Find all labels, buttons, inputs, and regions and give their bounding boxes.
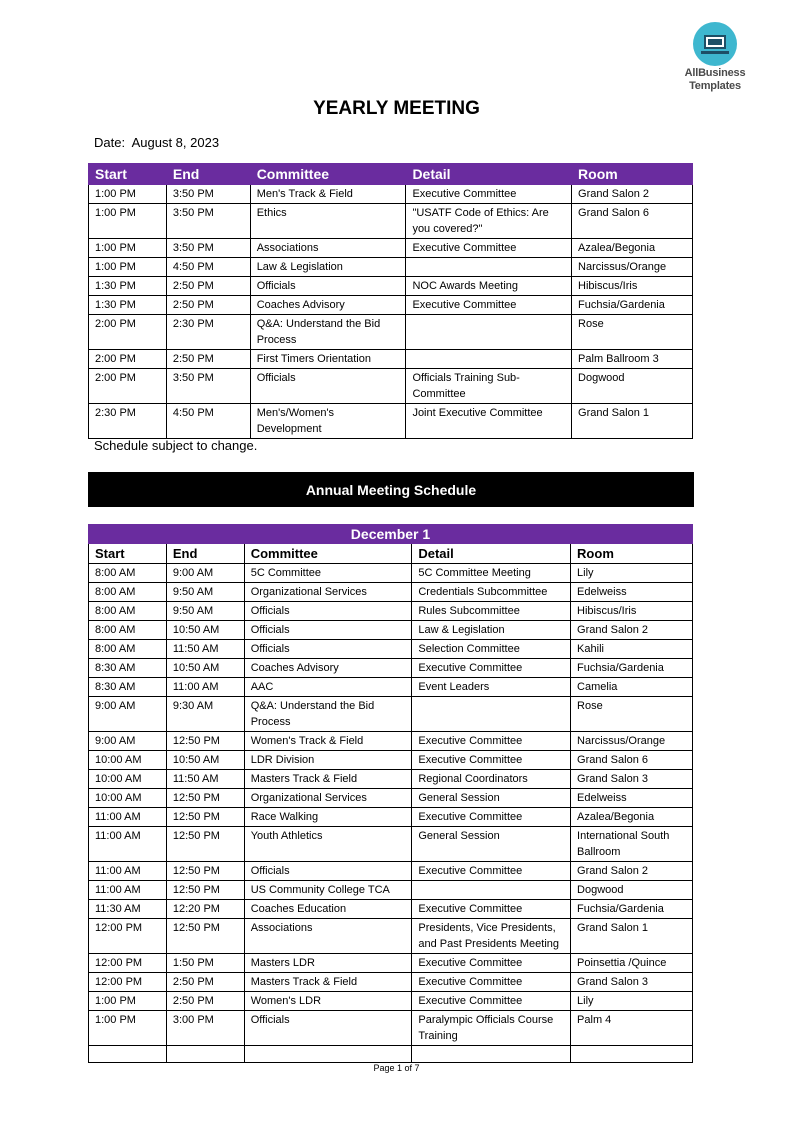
cell-detail: Paralympic Officials Course Training xyxy=(412,1011,571,1046)
cell-detail: Officials Training Sub-Committee xyxy=(406,369,572,404)
laptop-icon xyxy=(693,22,737,66)
header-end: End xyxy=(166,544,244,564)
cell-end: 3:00 PM xyxy=(166,1011,244,1046)
table-row xyxy=(89,185,693,204)
header-start: Start xyxy=(89,544,167,564)
date-label: Date: xyxy=(94,135,126,150)
cell-room: Rose xyxy=(572,315,693,350)
yearly-meeting-rows xyxy=(89,185,693,439)
page-number: Page 1 of 7 xyxy=(373,1063,420,1073)
cell-start: 8:00 AM xyxy=(89,602,167,621)
cell-end: 10:50 AM xyxy=(166,621,244,640)
cell-room xyxy=(571,1046,693,1063)
cell-start: 1:00 PM xyxy=(89,185,167,204)
cell-end: 12:50 PM xyxy=(166,862,244,881)
cell-end xyxy=(166,1046,244,1063)
cell-room: Azalea/Begonia xyxy=(572,239,693,258)
cell-end: 12:20 PM xyxy=(166,900,244,919)
cell-start: 8:00 AM xyxy=(89,621,167,640)
cell-start: 1:00 PM xyxy=(89,239,167,258)
table-row xyxy=(89,973,693,992)
cell-committee: 5C Committee xyxy=(244,564,412,583)
cell-room: Dogwood xyxy=(571,881,693,900)
cell-start: 11:30 AM xyxy=(89,900,167,919)
cell-end: 3:50 PM xyxy=(166,239,250,258)
cell-start: 1:30 PM xyxy=(89,296,167,315)
cell-room: Grand Salon 2 xyxy=(571,621,693,640)
cell-committee: Women's Track & Field xyxy=(244,732,412,751)
cell-detail xyxy=(412,881,571,900)
cell-detail: Executive Committee xyxy=(406,239,572,258)
table-row xyxy=(89,789,693,808)
cell-end: 2:50 PM xyxy=(166,992,244,1011)
cell-committee: Associations xyxy=(244,919,412,954)
cell-committee: AAC xyxy=(244,678,412,697)
cell-detail: NOC Awards Meeting xyxy=(406,277,572,296)
cell-room: Hibiscus/Iris xyxy=(571,602,693,621)
cell-end: 3:50 PM xyxy=(166,369,250,404)
cell-detail: Executive Committee xyxy=(412,862,571,881)
table-row xyxy=(89,239,693,258)
cell-room: International South Ballroom xyxy=(571,827,693,862)
table-row xyxy=(89,751,693,770)
cell-end: 10:50 AM xyxy=(166,659,244,678)
table-row xyxy=(89,900,693,919)
table-row xyxy=(89,564,693,583)
cell-detail: Executive Committee xyxy=(406,296,572,315)
annual-schedule-table xyxy=(88,524,693,1063)
cell-start: 8:00 AM xyxy=(89,564,167,583)
table-row xyxy=(89,827,693,862)
cell-start: 10:00 AM xyxy=(89,770,167,789)
table-row xyxy=(89,296,693,315)
cell-room: Fuchsia/Gardenia xyxy=(572,296,693,315)
table-row xyxy=(89,350,693,369)
header-committee: Committee xyxy=(244,544,412,564)
cell-room: Lily xyxy=(571,992,693,1011)
cell-room: Grand Salon 6 xyxy=(572,204,693,239)
cell-start: 11:00 AM xyxy=(89,881,167,900)
header-room: Room xyxy=(571,544,693,564)
cell-committee: US Community College TCA xyxy=(244,881,412,900)
table-row xyxy=(89,621,693,640)
day-header-row xyxy=(89,525,693,544)
cell-detail: Executive Committee xyxy=(412,992,571,1011)
cell-committee: Officials xyxy=(244,1011,412,1046)
cell-detail: Executive Committee xyxy=(412,900,571,919)
table-row xyxy=(89,770,693,789)
cell-room: Poinsettia /Quince xyxy=(571,954,693,973)
cell-detail: Executive Committee xyxy=(406,185,572,204)
table-row xyxy=(89,732,693,751)
cell-start xyxy=(89,1046,167,1063)
cell-room: Palm 4 xyxy=(571,1011,693,1046)
cell-start: 11:00 AM xyxy=(89,827,167,862)
cell-room: Edelweiss xyxy=(571,789,693,808)
cell-room: Grand Salon 2 xyxy=(572,185,693,204)
cell-detail: Selection Committee xyxy=(412,640,571,659)
cell-detail: Presidents, Vice Presidents, and Past Presidents Meeting xyxy=(412,919,571,954)
cell-end: 11:50 AM xyxy=(166,770,244,789)
table-row xyxy=(89,1011,693,1046)
cell-room: Grand Salon 1 xyxy=(572,404,693,439)
cell-committee: Officials xyxy=(244,862,412,881)
section-banner: Annual Meeting Schedule xyxy=(88,472,694,507)
cell-end: 12:50 PM xyxy=(166,919,244,954)
cell-end: 3:50 PM xyxy=(166,185,250,204)
brand-logo xyxy=(680,22,750,92)
cell-start: 10:00 AM xyxy=(89,751,167,770)
table-row xyxy=(89,404,693,439)
cell-committee: Coaches Advisory xyxy=(244,659,412,678)
cell-start: 2:00 PM xyxy=(89,315,167,350)
header-committee: Committee xyxy=(250,164,406,185)
cell-end: 9:50 AM xyxy=(166,583,244,602)
table-row xyxy=(89,369,693,404)
cell-committee: Officials xyxy=(250,369,406,404)
cell-committee xyxy=(244,1046,412,1063)
cell-committee: Q&A: Understand the Bid Process xyxy=(244,697,412,732)
cell-detail: Executive Committee xyxy=(412,808,571,827)
cell-detail: Law & Legislation xyxy=(412,621,571,640)
cell-committee: Officials xyxy=(244,640,412,659)
cell-room: Narcissus/Orange xyxy=(571,732,693,751)
cell-start: 1:00 PM xyxy=(89,1011,167,1046)
header-end: End xyxy=(166,164,250,185)
cell-start: 2:00 PM xyxy=(89,350,167,369)
table-row xyxy=(89,640,693,659)
cell-committee: Masters LDR xyxy=(244,954,412,973)
header-room: Room xyxy=(572,164,693,185)
cell-detail xyxy=(406,315,572,350)
cell-detail: Executive Committee xyxy=(412,751,571,770)
cell-detail: Executive Committee xyxy=(412,973,571,992)
cell-detail xyxy=(406,258,572,277)
cell-detail: 5C Committee Meeting xyxy=(412,564,571,583)
table-row xyxy=(89,697,693,732)
cell-start: 9:00 AM xyxy=(89,697,167,732)
table-row xyxy=(89,678,693,697)
cell-end: 12:50 PM xyxy=(166,789,244,808)
cell-room: Palm Ballroom 3 xyxy=(572,350,693,369)
cell-committee: Organizational Services xyxy=(244,583,412,602)
cell-room: Rose xyxy=(571,697,693,732)
cell-end: 12:50 PM xyxy=(166,732,244,751)
cell-committee: Officials xyxy=(244,602,412,621)
table-row xyxy=(89,602,693,621)
cell-start: 1:30 PM xyxy=(89,277,167,296)
cell-start: 10:00 AM xyxy=(89,789,167,808)
cell-end: 1:50 PM xyxy=(166,954,244,973)
cell-room: Grand Salon 1 xyxy=(571,919,693,954)
cell-committee: Officials xyxy=(244,621,412,640)
cell-room: Grand Salon 3 xyxy=(571,973,693,992)
day-label: December 1 xyxy=(89,525,693,544)
header-detail: Detail xyxy=(412,544,571,564)
cell-committee: Organizational Services xyxy=(244,789,412,808)
cell-room: Grand Salon 6 xyxy=(571,751,693,770)
cell-end: 2:50 PM xyxy=(166,296,250,315)
table-row xyxy=(89,277,693,296)
cell-room: Kahili xyxy=(571,640,693,659)
cell-start: 11:00 AM xyxy=(89,862,167,881)
cell-start: 8:30 AM xyxy=(89,659,167,678)
cell-detail: Rules Subcommittee xyxy=(412,602,571,621)
cell-end: 2:30 PM xyxy=(166,315,250,350)
logo-text-line1: AllBusiness xyxy=(684,67,746,79)
cell-detail xyxy=(406,350,572,369)
cell-room: Narcissus/Orange xyxy=(572,258,693,277)
cell-room: Dogwood xyxy=(572,369,693,404)
cell-end: 9:50 AM xyxy=(166,602,244,621)
header-detail: Detail xyxy=(406,164,572,185)
cell-committee: Officials xyxy=(250,277,406,296)
cell-end: 3:50 PM xyxy=(166,204,250,239)
cell-room: Camelia xyxy=(571,678,693,697)
cell-detail: "USATF Code of Ethics: Are you covered?" xyxy=(406,204,572,239)
cell-start: 8:00 AM xyxy=(89,640,167,659)
cell-end: 12:50 PM xyxy=(166,808,244,827)
date-line xyxy=(94,135,219,150)
cell-detail: General Session xyxy=(412,789,571,808)
cell-detail: Executive Committee xyxy=(412,954,571,973)
cell-committee: Masters Track & Field xyxy=(244,973,412,992)
cell-committee: LDR Division xyxy=(244,751,412,770)
cell-start: 1:00 PM xyxy=(89,992,167,1011)
cell-start: 1:00 PM xyxy=(89,258,167,277)
cell-room: Lily xyxy=(571,564,693,583)
table-row xyxy=(89,881,693,900)
annual-schedule-rows xyxy=(89,525,693,1063)
cell-committee: Associations xyxy=(250,239,406,258)
cell-detail: Executive Committee xyxy=(412,659,571,678)
cell-room: Fuchsia/Gardenia xyxy=(571,659,693,678)
cell-committee: Coaches Advisory xyxy=(250,296,406,315)
cell-room: Fuchsia/Gardenia xyxy=(571,900,693,919)
cell-end: 2:50 PM xyxy=(166,350,250,369)
table-header-row xyxy=(89,544,693,564)
cell-committee: Ethics xyxy=(250,204,406,239)
cell-start: 12:00 PM xyxy=(89,973,167,992)
cell-end: 4:50 PM xyxy=(166,258,250,277)
cell-end: 11:50 AM xyxy=(166,640,244,659)
cell-committee: Men's/Women's Development xyxy=(250,404,406,439)
cell-committee: Coaches Education xyxy=(244,900,412,919)
cell-end: 10:50 AM xyxy=(166,751,244,770)
cell-committee: First Timers Orientation xyxy=(250,350,406,369)
cell-detail xyxy=(412,697,571,732)
cell-committee: Women's LDR xyxy=(244,992,412,1011)
cell-committee: Race Walking xyxy=(244,808,412,827)
table-row xyxy=(89,992,693,1011)
table-row xyxy=(89,258,693,277)
cell-detail: Joint Executive Committee xyxy=(406,404,572,439)
cell-room: Azalea/Begonia xyxy=(571,808,693,827)
cell-room: Grand Salon 3 xyxy=(571,770,693,789)
header-start: Start xyxy=(89,164,167,185)
cell-start: 2:00 PM xyxy=(89,369,167,404)
date-value: August 8, 2023 xyxy=(131,135,220,150)
schedule-note: Schedule subject to change. xyxy=(94,438,258,453)
cell-detail: General Session xyxy=(412,827,571,862)
cell-committee: Men's Track & Field xyxy=(250,185,406,204)
yearly-meeting-table xyxy=(88,163,693,439)
table-row xyxy=(89,808,693,827)
cell-end: 12:50 PM xyxy=(166,827,244,862)
cell-end: 9:30 AM xyxy=(166,697,244,732)
cell-start: 12:00 PM xyxy=(89,919,167,954)
cell-room: Hibiscus/Iris xyxy=(572,277,693,296)
cell-start: 2:30 PM xyxy=(89,404,167,439)
table-row xyxy=(89,954,693,973)
table-header-row xyxy=(89,164,693,185)
cell-start: 9:00 AM xyxy=(89,732,167,751)
cell-detail: Regional Coordinators xyxy=(412,770,571,789)
table-row xyxy=(89,583,693,602)
cell-committee: Q&A: Understand the Bid Process xyxy=(250,315,406,350)
table-row xyxy=(89,1046,693,1063)
table-row xyxy=(89,204,693,239)
cell-end: 11:00 AM xyxy=(166,678,244,697)
cell-start: 12:00 PM xyxy=(89,954,167,973)
table-row xyxy=(89,315,693,350)
cell-end: 4:50 PM xyxy=(166,404,250,439)
cell-committee: Youth Athletics xyxy=(244,827,412,862)
cell-detail: Executive Committee xyxy=(412,732,571,751)
cell-end: 2:50 PM xyxy=(166,973,244,992)
logo-text-line2: Templates xyxy=(689,80,741,92)
cell-end: 2:50 PM xyxy=(166,277,250,296)
cell-detail: Credentials Subcommittee xyxy=(412,583,571,602)
cell-start: 8:30 AM xyxy=(89,678,167,697)
table-row xyxy=(89,919,693,954)
cell-end: 9:00 AM xyxy=(166,564,244,583)
cell-detail: Event Leaders xyxy=(412,678,571,697)
cell-room: Edelweiss xyxy=(571,583,693,602)
cell-committee: Law & Legislation xyxy=(250,258,406,277)
cell-detail xyxy=(412,1046,571,1063)
cell-room: Grand Salon 2 xyxy=(571,862,693,881)
cell-start: 8:00 AM xyxy=(89,583,167,602)
table-row xyxy=(89,862,693,881)
cell-committee: Masters Track & Field xyxy=(244,770,412,789)
table-row xyxy=(89,659,693,678)
cell-start: 1:00 PM xyxy=(89,204,167,239)
cell-start: 11:00 AM xyxy=(89,808,167,827)
cell-end: 12:50 PM xyxy=(166,881,244,900)
page-title: YEARLY MEETING xyxy=(313,98,480,119)
